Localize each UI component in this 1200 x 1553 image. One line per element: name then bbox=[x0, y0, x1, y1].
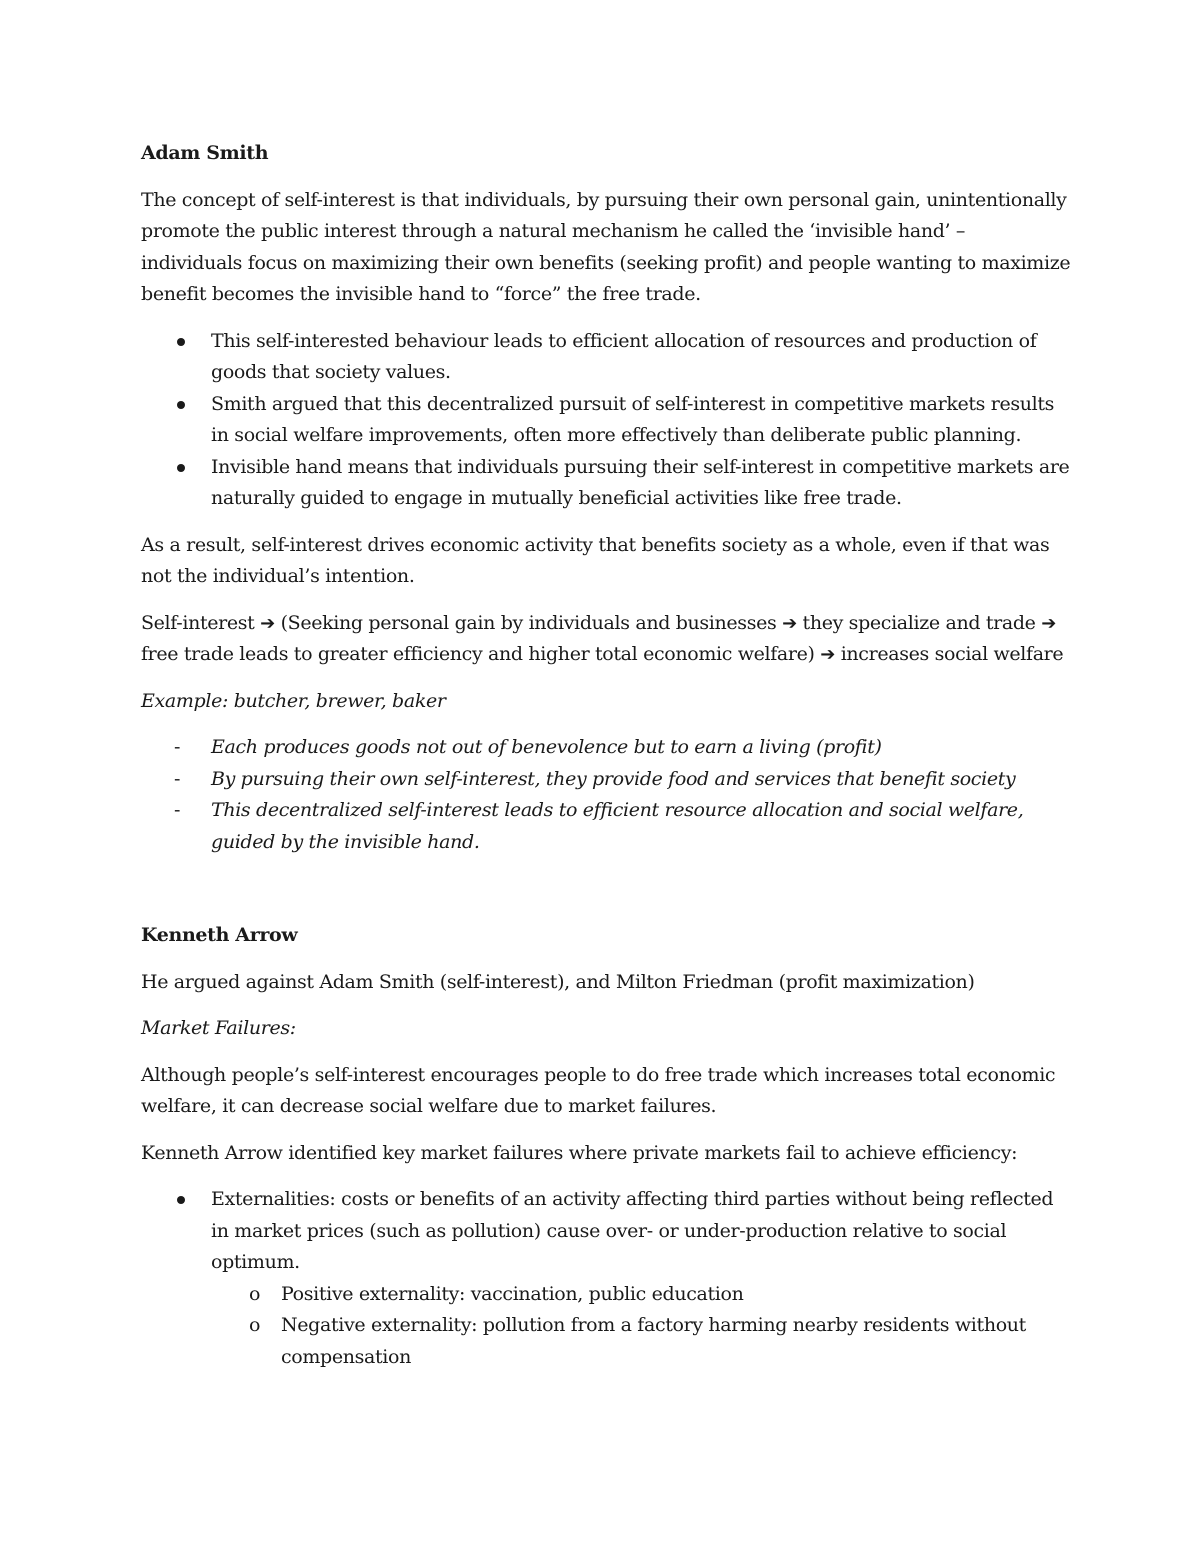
dash-icon: - bbox=[174, 736, 181, 758]
sub-item-text: Positive externality: vaccination, public education bbox=[281, 1282, 744, 1305]
dash-icon: - bbox=[174, 799, 181, 821]
example-title: Example: butcher, brewer, baker bbox=[141, 689, 446, 712]
list-item bbox=[141, 795, 1071, 858]
list-item bbox=[141, 326, 1071, 389]
argued-against-paragraph: He argued against Adam Smith (self-interest), and Milton Friedman (profit maximization) bbox=[141, 970, 975, 993]
circle-bullet-icon: o bbox=[249, 1314, 261, 1336]
list-item bbox=[141, 389, 1071, 452]
list-item bbox=[141, 732, 1071, 764]
bullet-icon bbox=[177, 338, 185, 346]
example-text: By pursuing their own self-interest, they provide food and services that benefit society bbox=[211, 767, 1016, 790]
right-arrow-icon: ➔ bbox=[820, 644, 835, 665]
sub-item-text: Negative externality: pollution from a factory harming nearby residents without compensation bbox=[281, 1314, 1026, 1368]
bullet-text: Invisible hand means that individuals pursuing their self-interest in competitive markets are naturally guided to engage in mutually beneficial activities like free trade. bbox=[211, 455, 1070, 509]
bullet-text: Smith argued that this decentralized pursuit of self-interest in competitive markets results in social welfare improvements, often more effectively than deliberate public planning. bbox=[211, 392, 1055, 446]
bullet-text: This self-interested behaviour leads to efficient allocation of resources and production of goods that society values. bbox=[211, 329, 1037, 383]
market-failures-title: Market Failures: bbox=[141, 1017, 296, 1039]
list-item bbox=[141, 452, 1071, 515]
chain-text: Self-interest bbox=[141, 611, 261, 634]
although-paragraph: Although people’s self-interest encourages people to do free trade which increases total economic welfare, it can decrease social welfare due to market failures. bbox=[141, 1063, 1056, 1117]
example-text: Each produces goods not out of benevolence but to earn a living (profit) bbox=[211, 736, 882, 758]
chain-text: (Seeking personal gain by individuals and businesses bbox=[274, 611, 783, 634]
document-page bbox=[141, 138, 1071, 1388]
right-arrow-icon: ➔ bbox=[782, 612, 797, 634]
externality-sub-list bbox=[211, 1279, 1071, 1374]
chain-text: they specialize and trade bbox=[796, 611, 1042, 634]
bullet-text: Externalities: costs or benefits of an activity affecting third parties without being reflected in market prices (such as pollution) cause over- or under-production relative to social optimum. bbox=[211, 1188, 1054, 1273]
chain-text: increases social welfare bbox=[835, 643, 1064, 665]
sub-list-item bbox=[211, 1310, 1071, 1373]
right-arrow-icon: ➔ bbox=[260, 612, 275, 634]
market-failures-list bbox=[141, 1184, 1071, 1373]
right-arrow-icon: ➔ bbox=[1041, 612, 1056, 634]
self-interest-chain bbox=[141, 608, 1071, 671]
dash-icon: - bbox=[174, 767, 181, 790]
chain-text: free trade leads to greater efficiency and higher total economic welfare) bbox=[141, 643, 821, 665]
example-text: This decentralized self-interest leads to efficient resource allocation and social welfare, guided by the invisible hand. bbox=[211, 799, 1024, 853]
circle-bullet-icon: o bbox=[249, 1282, 261, 1305]
bullet-icon bbox=[177, 464, 185, 472]
list-item bbox=[141, 764, 1071, 796]
kenneth-arrow-heading: Kenneth Arrow bbox=[141, 924, 298, 946]
identified-paragraph: Kenneth Arrow identified key market failures where private markets fail to achieve efficiency: bbox=[141, 1141, 1018, 1164]
bullet-icon bbox=[177, 1196, 185, 1204]
example-list bbox=[141, 732, 1071, 858]
sub-list-item bbox=[211, 1279, 1071, 1311]
smith-bullet-list bbox=[141, 326, 1071, 515]
result-paragraph: As a result, self-interest drives economic activity that benefits society as a whole, even if that was not the individual’s intention. bbox=[141, 533, 1050, 587]
bullet-icon bbox=[177, 401, 185, 409]
section-spacer bbox=[141, 873, 1071, 920]
adam-smith-heading: Adam Smith bbox=[141, 142, 269, 164]
list-item bbox=[141, 1184, 1071, 1373]
self-interest-intro: The concept of self-interest is that individuals, by pursuing their own personal gain, unintentionally promote the public interest through a natural mechanism he called the ‘invisible hand’ – individuals focus on maximizing their own benefits (seeking profit) and people wanting to maximize benefit becomes the invisible hand to “force” the free trade. bbox=[141, 188, 1071, 305]
